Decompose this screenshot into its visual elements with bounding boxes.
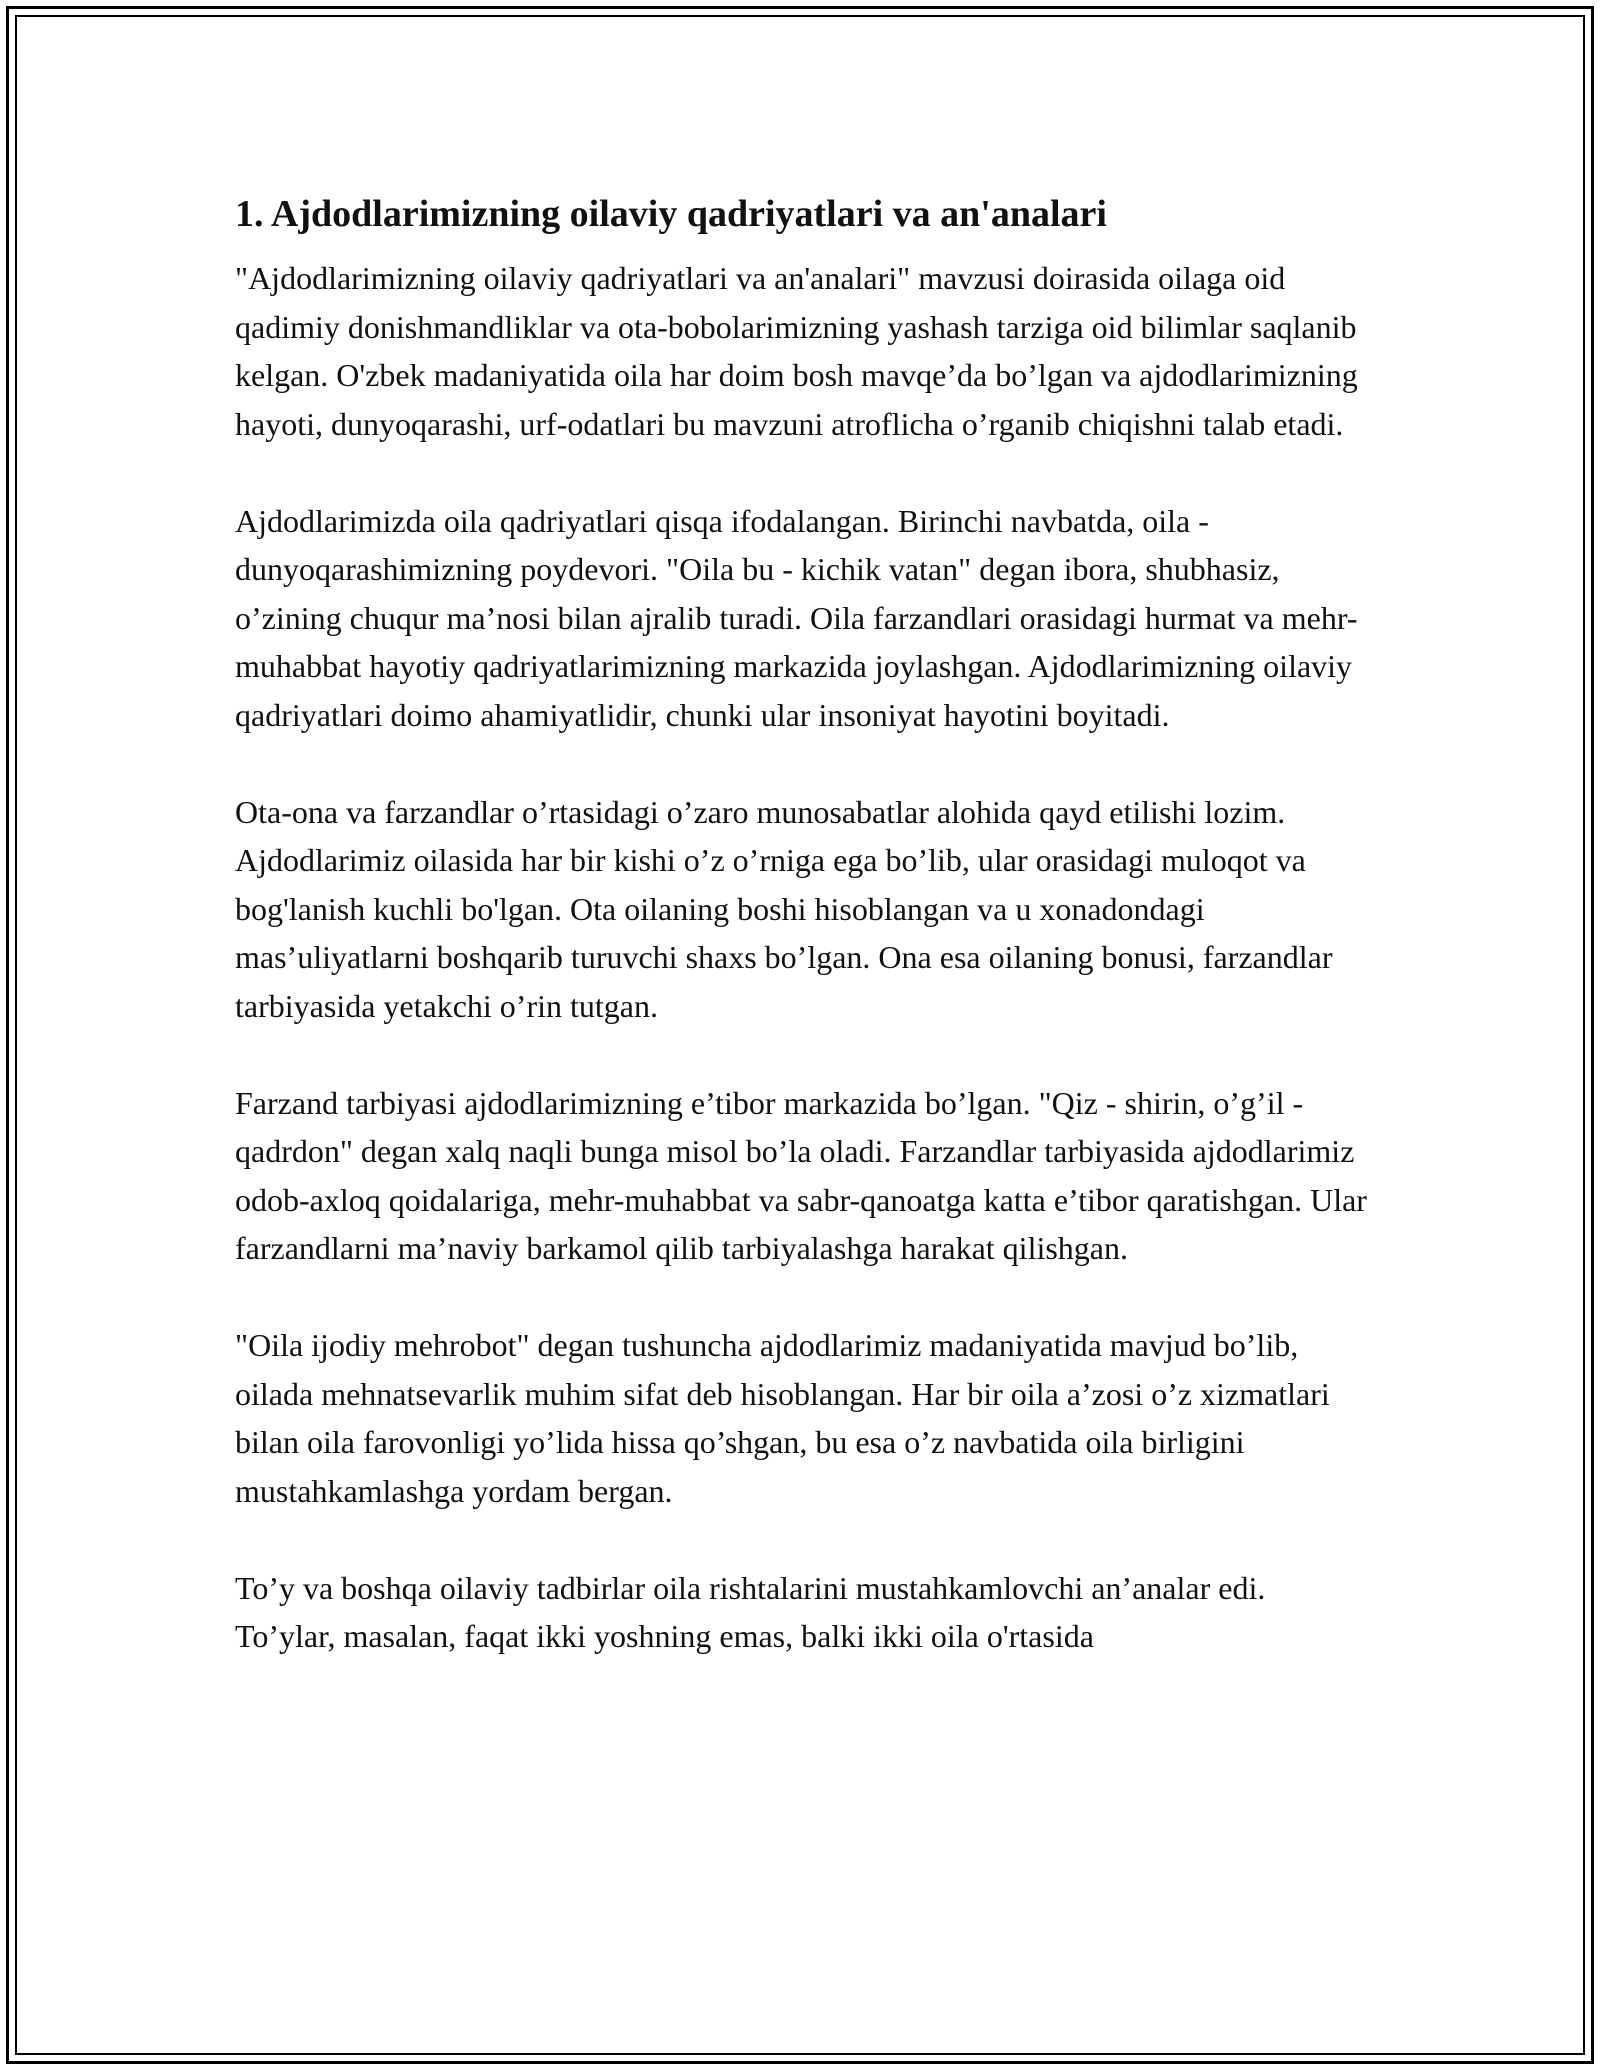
- paragraph-2: Ajdodlarimizda oila qadriyatlari qisqa ifodalangan. Birinchi navbatda, oila - dunyoqarashimizning poydevori. "Oila bu - kichik vatan" degan ibora, shubhasiz, o’zining chuqur ma’nosi bilan ajralib turadi. Oila farzandlari orasidagi hurmat va mehr-muhabbat hayotiy qadriyatlarimizning markazida joylashgan. Ajdodlarimizning oilaviy qadriyatlari doimo ahamiyatlidir, chunki ular insoniyat hayotini boyitadi.: [235, 502, 1358, 733]
- document-body: [235, 186, 1370, 1709]
- paragraph-5: "Oila ijodiy mehrobot" degan tushuncha ajdodlarimiz madaniyatida mavjud bo’lib, oilada mehnatsevarlik muhim sifat deb hisoblangan. Har bir oila a’zosi o’z xizmatlari bilan oila farovonligi yo’lida hissa qo’shgan, bu esa o’z navbatida oila birligini mustahkamlashga yordam bergan.: [235, 1327, 1330, 1509]
- paragraph-6: To’y va boshqa oilaviy tadbirlar oila rishtalarini mustahkamlovchi an’analar edi. To’ylar, masalan, faqat ikki yoshning emas, balki ikki oila o'rtasida: [235, 1569, 1266, 1654]
- paragraph-3: Ota-ona va farzandlar o’rtasidagi o’zaro munosabatlar alohida qayd etilishi lozim. Ajdodlarimiz oilasida har bir kishi o’z o’rniga ega bo’lib, ular orasidagi muloqot va bog'lanish kuchli bo'lgan. Ota oilaning boshi hisoblangan va u xonadondagi mas’uliyatlarni boshqarib turuvchi shaxs bo’lgan. Ona esa oilaning bonusi, farzandlar tarbiyasida yetakchi o’rin tutgan.: [235, 793, 1333, 1024]
- paragraph-1: "Ajdodlarimizning oilaviy qadriyatlari va an'analari" mavzusi doirasida oilaga oid qadimiy donishmandliklar va ota-bobolarimizning yashash tarziga oid bilimlar saqlanib kelgan. O'zbek madaniyatida oila har doim bosh mavqe’da bo’lgan va ajdodlarimizning hayoti, dunyoqarashi, urf-odatlari bu mavzuni atroflicha o’rganib chiqishni talab etadi.: [235, 260, 1358, 442]
- section-heading: 1. Ajdodlarimizning oilaviy qadriyatlari va an'analari: [235, 193, 1107, 235]
- paragraph-4: Farzand tarbiyasi ajdodlarimizning e’tibor markazida bo’lgan. "Qiz - shirin, o’g’il - qadrdon" degan xalq naqli bunga misol bo’la oladi. Farzandlar tarbiyasida ajdodlarimiz odob-axloq qoidalariga, mehr-muhabbat va sabr-qanoatga katta e’tibor qaratishgan. Ular farzandlarni ma’naviy barkamol qilib tarbiyalashga harakat qilishgan.: [235, 1084, 1367, 1266]
